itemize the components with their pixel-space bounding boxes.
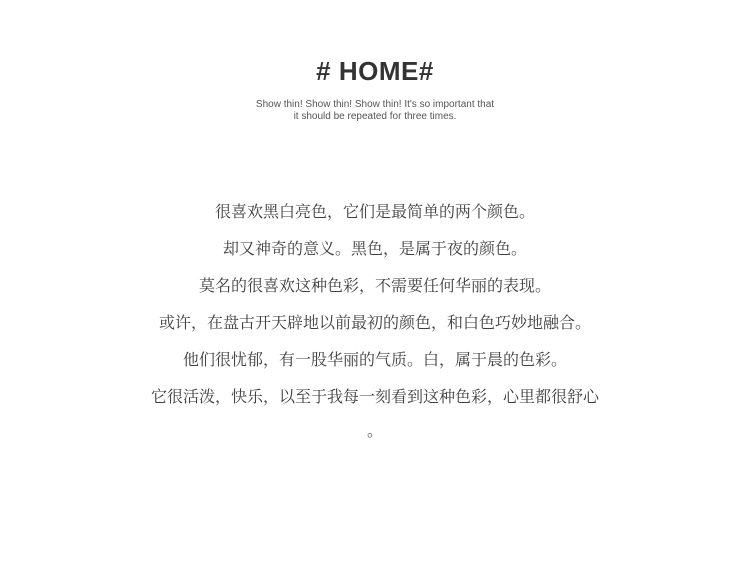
page-title: # HOME# <box>316 56 434 86</box>
poem-text <box>120 193 630 446</box>
poem-line-2: 却又神奇的意义。黑色，是属于夜的颜色。 <box>222 239 527 258</box>
poem-line-7: 。 <box>366 421 383 440</box>
poem-line-3: 莫名的很喜欢这种色彩，不需要任何华丽的表现。 <box>198 276 551 295</box>
poem-line-5: 他们很忧郁，有一股华丽的气质。白，属于晨的色彩。 <box>182 350 567 369</box>
subtitle-line-2: it should be repeated for three times. <box>293 111 457 122</box>
page-subtitle <box>0 99 750 123</box>
poem-line-6: 它很活泼，快乐，以至于我每一刻看到这种色彩，心里都很舒心 <box>150 387 599 406</box>
poem-line-1: 很喜欢黑白亮色，它们是最简单的两个颜色。 <box>214 202 535 221</box>
subtitle-line-1: Show thin! Show thin! Show thin! It's so important that <box>255 99 495 110</box>
poem-line-4: 或许，在盘古开天辟地以前最初的颜色，和白色巧妙地融合。 <box>158 313 591 332</box>
